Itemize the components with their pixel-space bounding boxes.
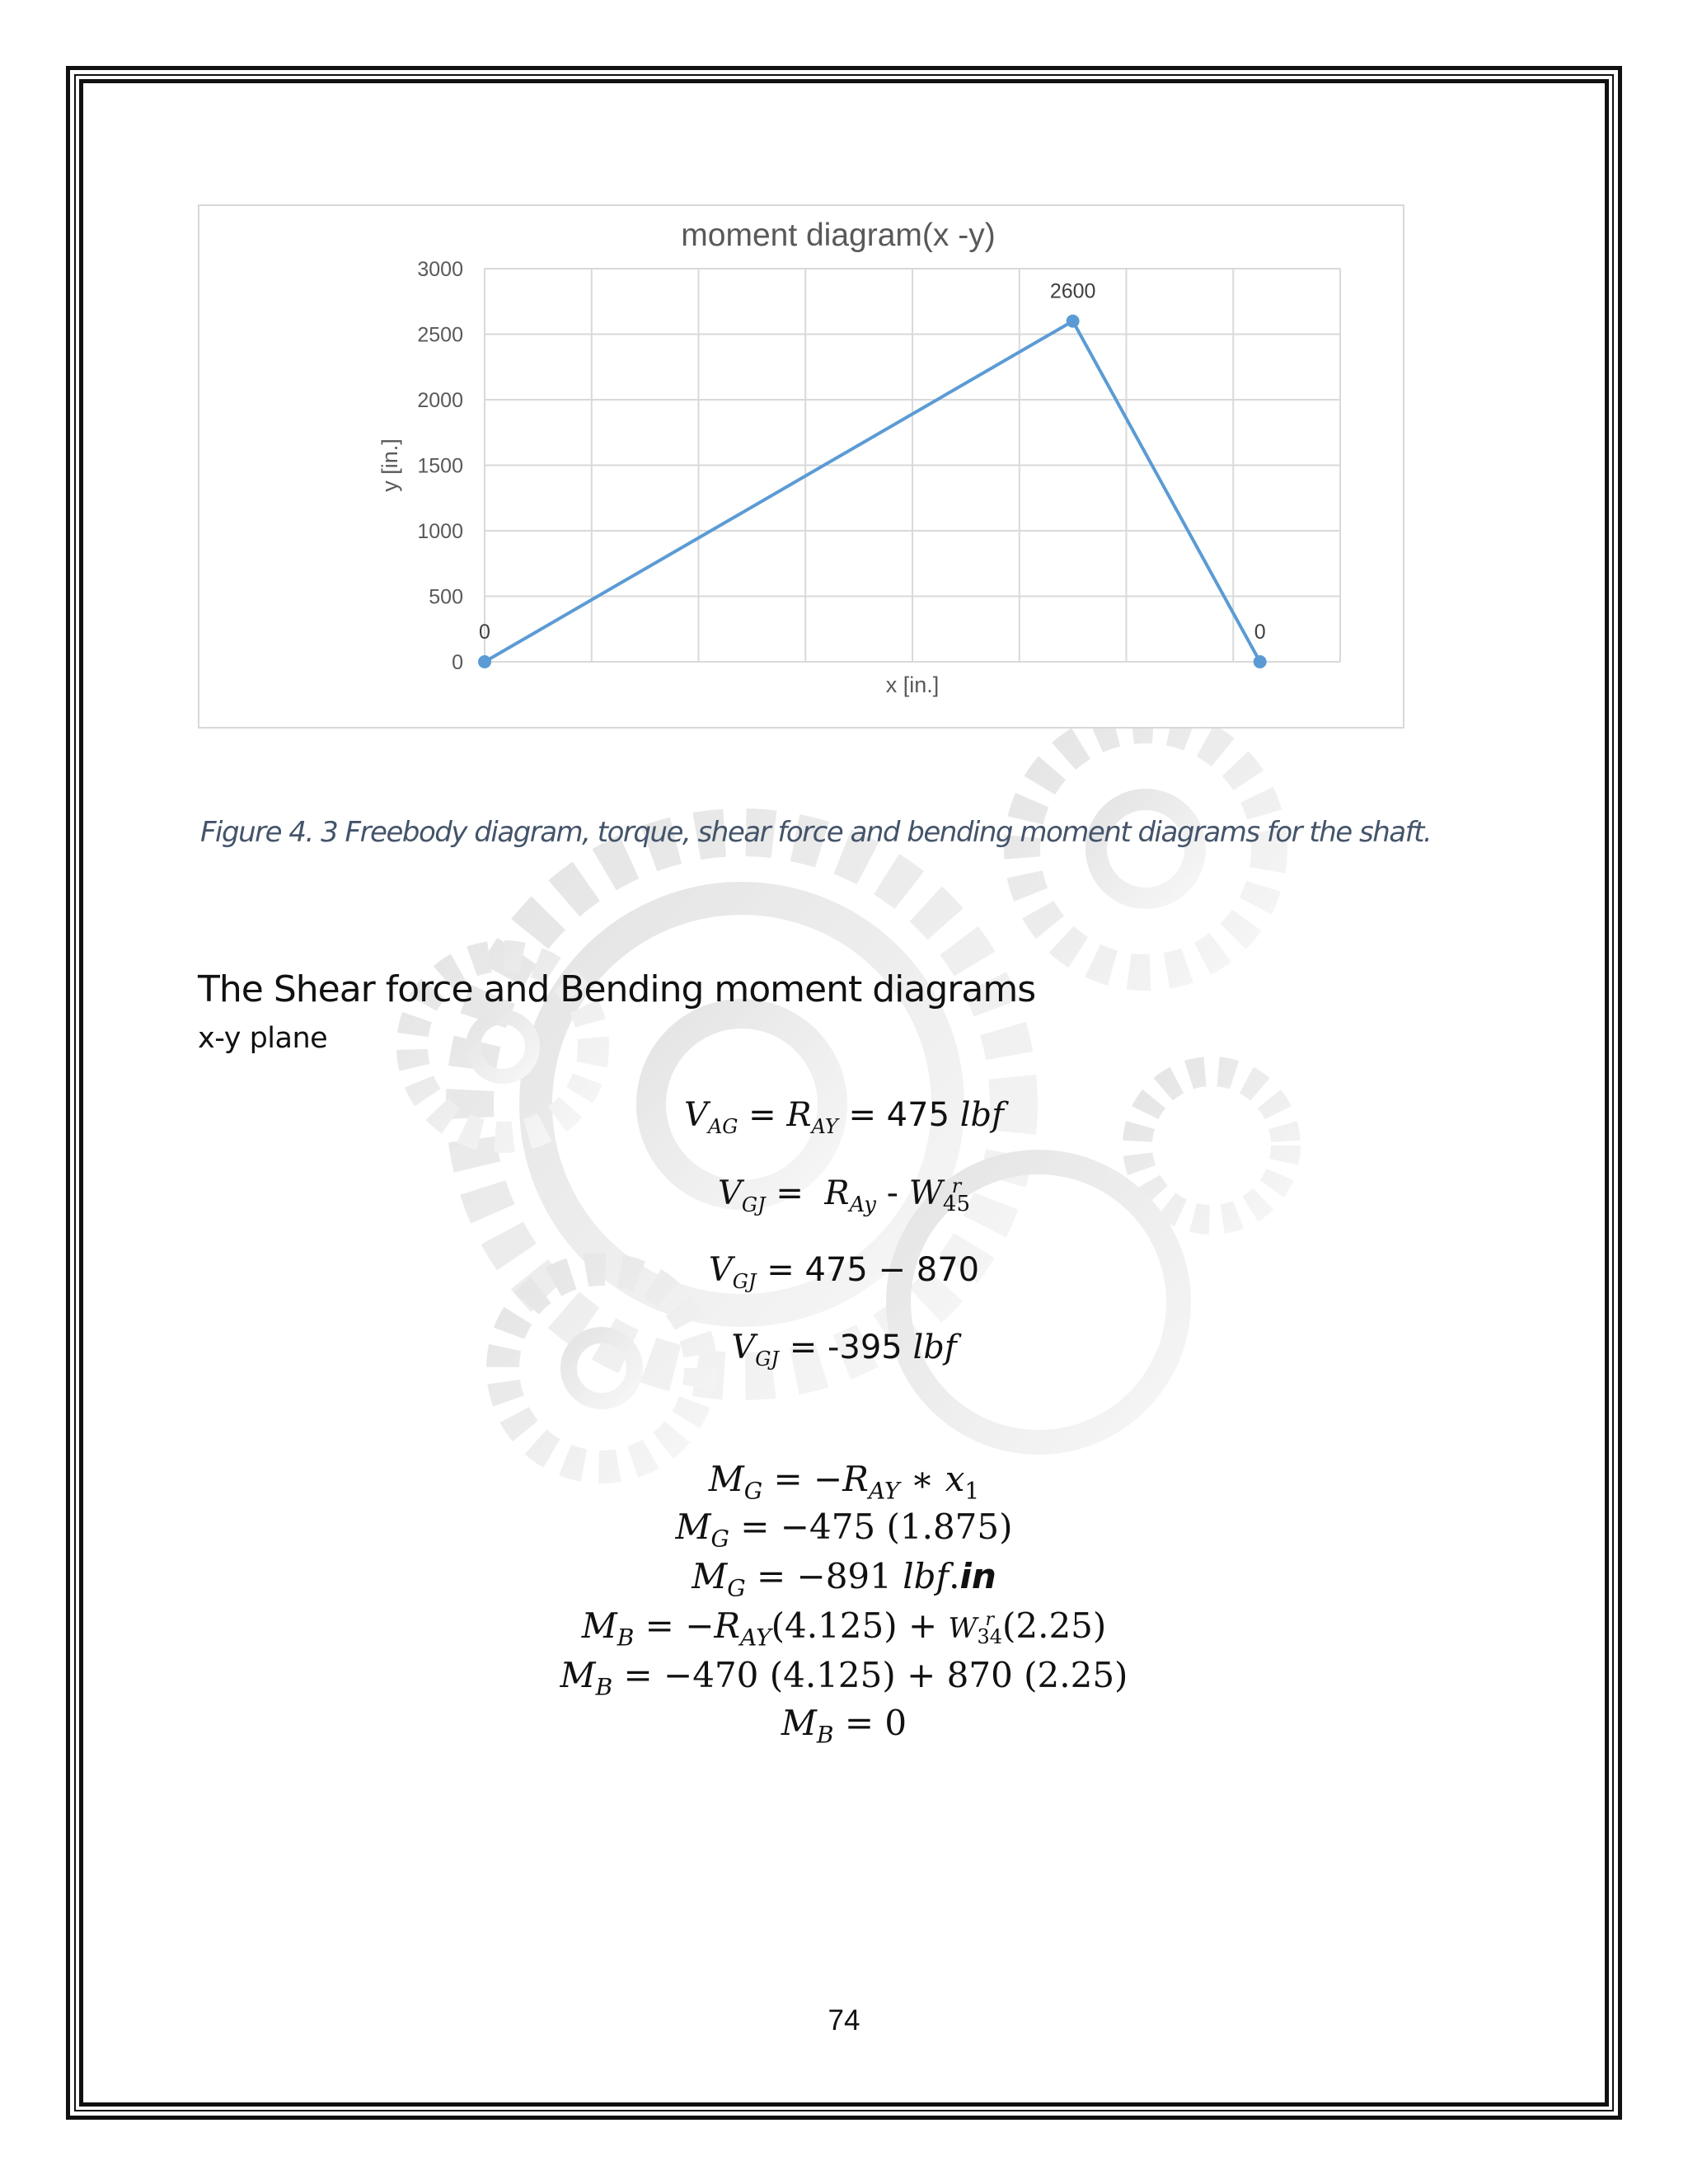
moment-chart-frame [198,204,1404,729]
y-tick-label: 2500 [417,323,463,347]
figure-caption: Figure 4. 3 Freebody diagram, torque, shear force and bending moment diagrams for the shaft. [200,816,1432,849]
y-tick-label: 2000 [417,389,463,412]
page-number: 74 [828,2004,860,2036]
equation-vag: $V_{AG} = R_{AY} = 475$ lbf [684,1096,1004,1138]
y-axis-label: y [in.] [377,438,402,492]
data-label: 0 [1254,621,1266,644]
equation-mg-3: $M_G = -891$ lbf.in [692,1556,996,1602]
moment-chart [199,206,1406,730]
x-axis-label: x [in.] [885,673,940,697]
data-label: 2600 [1049,279,1096,303]
data-point [1254,655,1267,668]
equation-vgj-3: $V_{GJ} = -395$ lbf [731,1329,957,1371]
y-tick-label: 3000 [417,258,463,281]
y-tick-label: 1000 [417,520,463,543]
y-tick-label: 500 [429,585,463,609]
data-label: 0 [479,621,490,644]
equation-vgj-1: $V_{GJ} = R_{Ay} - W$ r 45 [718,1174,970,1217]
section-heading: The Shear force and Bending moment diagrams [198,968,1036,1010]
data-point [478,655,491,668]
equation-mg-1: $M_G = -R_{AY}$ ∗ $x_1$ [708,1459,980,1505]
series-line [485,321,1260,662]
equation-mg-2: $M_G = -475$ (1.875) [675,1507,1013,1553]
y-tick-label: 0 [452,651,463,674]
equation-mb-3: $M_B = 0$ [781,1703,907,1749]
equation-vgj-2: $V_{GJ} = 475 - 870$ [708,1251,980,1293]
equation-mb-1: $M_B = -R_{AY}(4.125) + W$ r 34 (2.25) [581,1605,1107,1652]
data-point [1067,315,1080,328]
y-tick-label: 1500 [417,454,463,478]
chart-title: moment diagram(x -y) [681,218,996,253]
section-subheading: x-y plane [198,1022,328,1055]
equation-mb-2: $M_B = -470$ (4.125) + 870 (2.25) [560,1655,1128,1701]
